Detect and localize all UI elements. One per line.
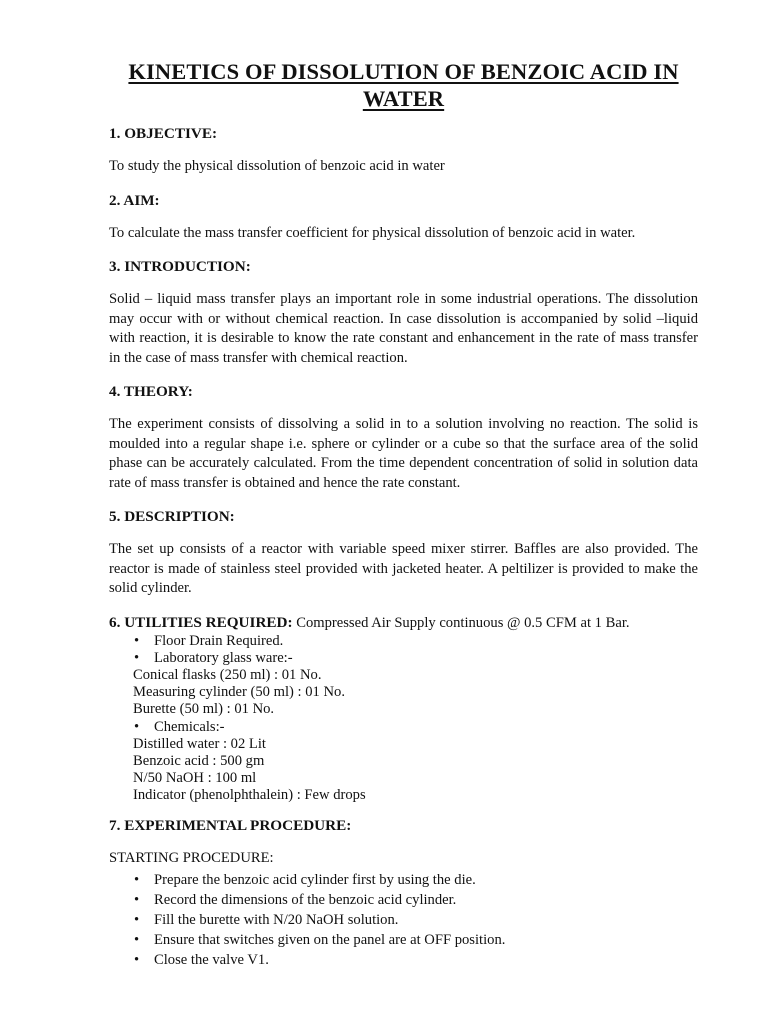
utilities-heading: 6. UTILITIES REQUIRED: (109, 613, 293, 631)
introduction-heading: 3. INTRODUCTION: (109, 258, 251, 275)
bullet-icon: • (134, 952, 140, 969)
aim-heading: 2. AIM: (109, 191, 160, 209)
utilities-heading-text: Compressed Air Supply continuous @ 0.5 CFM at 1 Bar. (292, 614, 630, 631)
utility-bullet-chemicals (109, 719, 698, 736)
bullet-icon: • (134, 718, 140, 735)
aim-text: To calculate the mass transfer coefficient for physical dissolution of benzoic acid in water. (109, 224, 636, 241)
procedure-step: Close the valve V1. (154, 952, 269, 969)
bullet-icon: • (134, 911, 140, 928)
chemical-item: Distilled water : 02 Lit (133, 735, 266, 752)
chemical-item: N/50 NaOH : 100 ml (133, 770, 257, 787)
page-title (109, 58, 698, 112)
utility-bullet-floor-drain (109, 633, 698, 650)
theory-heading: 4. THEORY: (109, 383, 193, 400)
title-line-1: KINETICS OF DISSOLUTION OF BENZOIC ACID IN (128, 59, 679, 84)
bullet-icon: • (134, 649, 140, 666)
glassware-item: Measuring cylinder (50 ml) : 01 No. (133, 684, 345, 701)
bullet-icon: • (134, 891, 140, 908)
introduction-text: Solid – liquid mass transfer plays an important role in some industrial operations. The dissolution may occur with or without chemical reaction. In case dissolution is accompanied by solid –liquid with reaction, it is desirable to know the rate constant and enhancement in the rate of mass transfer in the case of mass transfer with chemical reaction. (109, 291, 698, 366)
utilities-section (109, 613, 698, 805)
objective-heading: 1. OBJECTIVE: (109, 125, 218, 142)
list-item (109, 930, 698, 950)
chemical-item: Benzoic acid : 500 gm (133, 752, 265, 769)
utility-glassware-label: Laboratory glass ware:- (154, 649, 293, 666)
utility-floor-drain: Floor Drain Required. (154, 632, 284, 649)
description-heading: 5. DESCRIPTION: (109, 508, 235, 525)
glassware-item: Burette (50 ml) : 01 No. (133, 701, 275, 718)
bullet-icon: • (134, 932, 140, 949)
document-page (109, 58, 698, 971)
glassware-item: Conical flasks (250 ml) : 01 No. (133, 666, 322, 683)
theory-text: The experiment consists of dissolving a solid in to a solution involving no reaction. The solid is moulded into a regular shape i.e. sphere or cylinder or a cube so that the surface area of the solid phase can be accurately calculated. From the time dependent concentration of solid in solution data rate of mass transfer is obtained and hence the rate constant. (109, 416, 698, 491)
title-line-2: WATER (362, 86, 445, 111)
description-text: The set up consists of a reactor with variable speed mixer stirrer. Baffles are also provided. The reactor is made of stainless steel provided with jacketed heater. A peltilizer is provided to make the solid cylinder. (109, 541, 698, 596)
bullet-icon: • (134, 632, 140, 649)
bullet-icon: • (134, 871, 140, 888)
list-item (109, 870, 698, 890)
utility-bullet-glassware (109, 650, 698, 667)
procedure-step: Fill the burette with N/20 NaOH solution. (154, 911, 399, 928)
list-item (109, 950, 698, 970)
procedure-step: Record the dimensions of the benzoic acid cylinder. (154, 891, 457, 908)
chemical-item: Indicator (phenolphthalein) : Few drops (133, 787, 366, 804)
procedure-steps-list (109, 870, 698, 971)
procedure-heading: 7. EXPERIMENTAL PROCEDURE: (109, 816, 352, 834)
procedure-step: Ensure that switches given on the panel are at OFF position. (154, 932, 506, 949)
utilities-heading-line (109, 613, 698, 633)
objective-text: To study the physical dissolution of benzoic acid in water (109, 158, 445, 174)
list-item (109, 910, 698, 930)
utility-chemicals-label: Chemicals:- (154, 718, 225, 735)
starting-procedure-label: STARTING PROCEDURE: (109, 849, 274, 866)
list-item (109, 890, 698, 910)
procedure-step: Prepare the benzoic acid cylinder first by using the die. (154, 871, 476, 888)
